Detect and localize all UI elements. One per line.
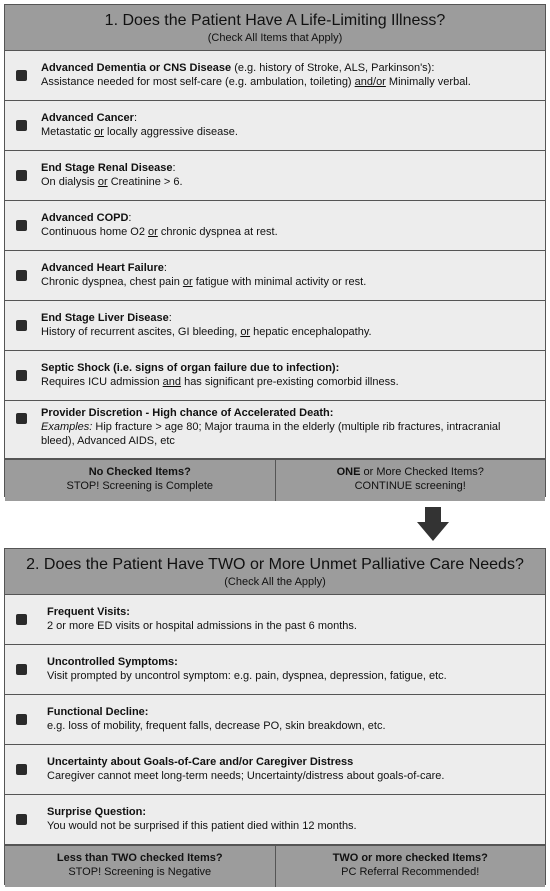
item-title-rest: : bbox=[168, 312, 172, 324]
footer-left-text: STOP! Screening is Negative bbox=[68, 866, 212, 878]
footer-left bbox=[5, 846, 275, 887]
item-title: Functional Decline: bbox=[47, 706, 149, 718]
section-1-subtitle: (Check All Items that Apply) bbox=[207, 32, 343, 44]
item-detail: Chronic dyspnea, chest pain bbox=[41, 276, 183, 288]
checkbox-icon[interactable] bbox=[16, 413, 27, 424]
item-title-rest: : bbox=[133, 112, 137, 124]
item-detail-end: hepatic encephalopathy. bbox=[250, 326, 372, 338]
item-renal bbox=[5, 151, 545, 201]
section-1-footer bbox=[5, 459, 545, 501]
footer-right bbox=[275, 846, 546, 887]
item-title: End Stage Renal Disease bbox=[41, 162, 173, 174]
down-arrow-icon bbox=[417, 507, 449, 541]
section-2-subtitle: (Check All the Apply) bbox=[224, 576, 326, 588]
section-1-title: 1. Does the Patient Have A Life-Limiting Illness? bbox=[104, 12, 446, 29]
checkbox-icon[interactable] bbox=[16, 70, 27, 81]
item-title-rest: : bbox=[128, 212, 132, 224]
item-detail-end: has significant pre-existing comorbid illness. bbox=[181, 376, 399, 388]
item-goals-of-care bbox=[5, 745, 545, 795]
item-detail: Metastatic bbox=[41, 126, 95, 138]
item-functional-decline bbox=[5, 695, 545, 745]
item-title: Uncontrolled Symptoms: bbox=[47, 656, 178, 668]
footer-left-text: STOP! Screening is Complete bbox=[66, 480, 214, 492]
item-detail-end: chronic dyspnea at rest. bbox=[157, 226, 278, 238]
footer-right bbox=[275, 460, 546, 501]
checkbox-icon[interactable] bbox=[16, 220, 27, 231]
item-detail: Requires ICU admission bbox=[41, 376, 163, 388]
checkbox-icon[interactable] bbox=[16, 664, 27, 675]
item-detail-underlined: or bbox=[182, 276, 193, 288]
screening-section-2 bbox=[4, 548, 546, 885]
item-dementia bbox=[5, 51, 545, 101]
item-detail-end: locally aggressive disease. bbox=[103, 126, 238, 138]
item-heart-failure bbox=[5, 251, 545, 301]
item-uncontrolled-symptoms bbox=[5, 645, 545, 695]
item-detail: 2 or more ED visits or hospital admissions in the past 6 months. bbox=[47, 620, 357, 632]
footer-right-heading: TWO or more checked Items? bbox=[332, 852, 488, 864]
item-detail-underlined: or bbox=[94, 126, 104, 138]
section-2-title: 2. Does the Patient Have TWO or More Unmet Palliative Care Needs? bbox=[26, 556, 524, 573]
item-detail-underlined: or bbox=[148, 226, 158, 238]
item-title: Provider Discretion - High chance of Accelerated Death: bbox=[41, 407, 334, 419]
item-title: End Stage Liver Disease bbox=[41, 312, 169, 324]
section-1-header bbox=[5, 5, 545, 51]
footer-left bbox=[5, 460, 275, 501]
checkbox-icon[interactable] bbox=[16, 814, 27, 825]
checkbox-icon[interactable] bbox=[16, 320, 27, 331]
item-detail: Assistance needed for most self-care (e.g. ambulation, toileting) bbox=[41, 76, 355, 88]
checkbox-icon[interactable] bbox=[16, 714, 27, 725]
item-title: Septic Shock (i.e. signs of organ failure due to infection): bbox=[41, 362, 340, 374]
item-title: Uncertainty about Goals-of-Care and/or Caregiver Distress bbox=[47, 756, 354, 768]
item-title: Advanced Cancer bbox=[41, 112, 134, 124]
footer-right-heading-bold: ONE bbox=[336, 466, 361, 478]
checkbox-icon[interactable] bbox=[16, 614, 27, 625]
item-title-rest: (e.g. history of Stroke, ALS, Parkinson's): bbox=[231, 62, 435, 74]
item-frequent-visits bbox=[5, 595, 545, 645]
checkbox-icon[interactable] bbox=[16, 270, 27, 281]
item-liver bbox=[5, 301, 545, 351]
item-detail-underlined: or bbox=[97, 176, 108, 188]
item-detail: History of recurrent ascites, GI bleeding, bbox=[41, 326, 241, 338]
footer-left-heading: No Checked Items? bbox=[88, 466, 191, 478]
item-detail: On dialysis bbox=[41, 176, 98, 188]
item-detail-end: fatigue with minimal activity or rest. bbox=[192, 276, 367, 288]
item-detail-underlined: and/or bbox=[354, 76, 386, 88]
item-title-rest: : bbox=[172, 162, 176, 174]
checkbox-icon[interactable] bbox=[16, 370, 27, 381]
item-title: Advanced Dementia or CNS Disease bbox=[41, 62, 232, 74]
item-detail: Caregiver cannot meet long-term needs; Uncertainty/distress about goals-of-care. bbox=[47, 770, 445, 782]
item-title: Advanced Heart Failure bbox=[41, 262, 164, 274]
item-detail: You would not be surprised if this patient died within 12 months. bbox=[47, 820, 357, 832]
item-surprise-question bbox=[5, 795, 545, 845]
item-detail: Visit prompted by uncontrol symptom: e.g. pain, dyspnea, depression, fatigue, etc. bbox=[47, 670, 447, 682]
section-2-footer bbox=[5, 845, 545, 887]
checkbox-icon[interactable] bbox=[16, 764, 27, 775]
screening-section-1 bbox=[4, 4, 546, 497]
checkbox-icon[interactable] bbox=[16, 120, 27, 131]
item-detail-underlined: or bbox=[240, 326, 251, 338]
item-detail: e.g. loss of mobility, frequent falls, decrease PO, skin breakdown, etc. bbox=[47, 720, 386, 732]
item-copd bbox=[5, 201, 545, 251]
item-title-rest: : bbox=[163, 262, 167, 274]
examples-text: Hip fracture > age 80; Major trauma in the elderly (multiple rib fractures, intracranial bleed), Advanced AIDS, etc bbox=[41, 421, 501, 447]
item-cancer bbox=[5, 101, 545, 151]
item-septic-shock bbox=[5, 351, 545, 401]
section-2-header bbox=[5, 549, 545, 595]
item-detail: Continuous home O2 bbox=[41, 226, 149, 238]
footer-right-heading-rest: or More Checked Items? bbox=[360, 466, 484, 478]
footer-left-heading: Less than TWO checked Items? bbox=[56, 852, 223, 864]
item-provider-discretion bbox=[5, 401, 545, 459]
item-title: Advanced COPD bbox=[41, 212, 129, 224]
item-detail-end: Creatinine > 6. bbox=[107, 176, 183, 188]
item-title: Frequent Visits: bbox=[47, 606, 130, 618]
item-detail-underlined: and bbox=[162, 376, 182, 388]
item-detail-end: Minimally verbal. bbox=[385, 76, 471, 88]
checkbox-icon[interactable] bbox=[16, 170, 27, 181]
item-title: Surprise Question: bbox=[47, 806, 147, 818]
examples-label: Examples: bbox=[41, 421, 93, 433]
footer-right-text: PC Referral Recommended! bbox=[341, 866, 480, 878]
footer-right-text: CONTINUE screening! bbox=[354, 480, 466, 492]
